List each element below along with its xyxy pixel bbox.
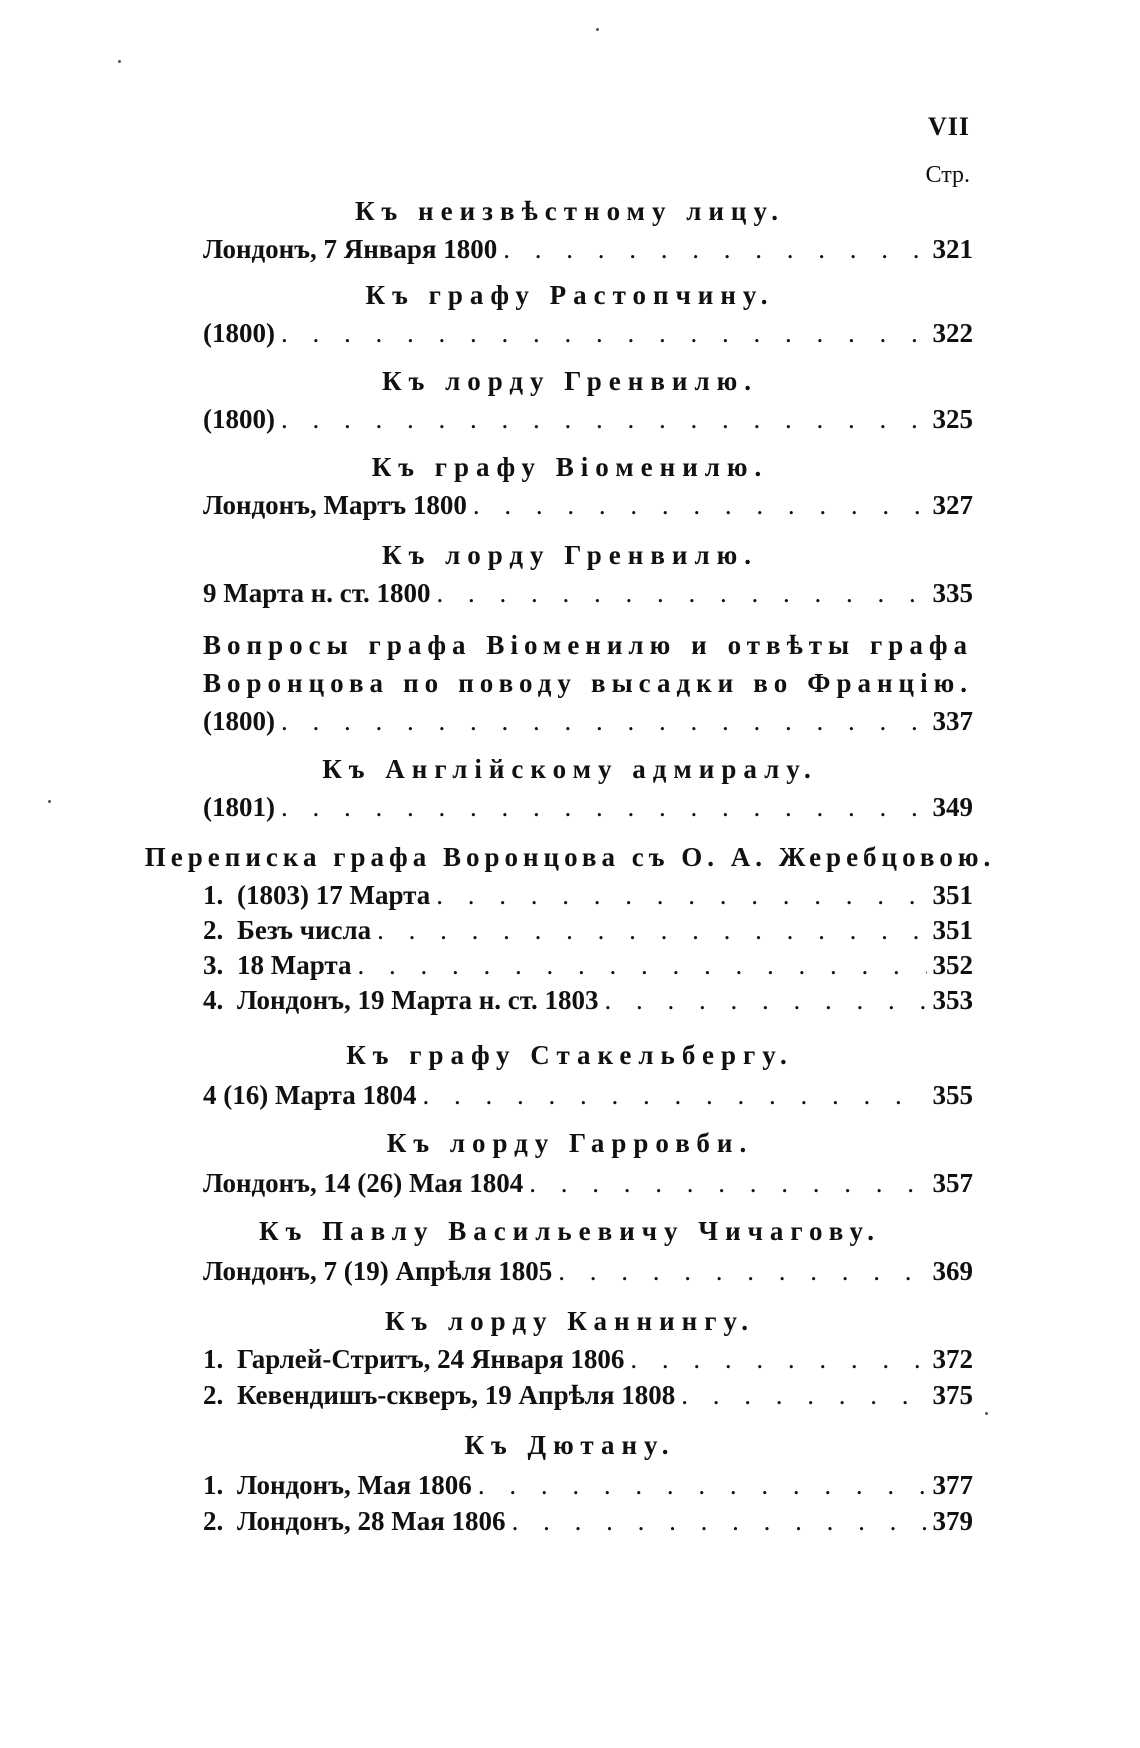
- entry-text: (1800): [203, 706, 275, 736]
- entry-text: Лондонъ, Мая 1806: [237, 1470, 472, 1500]
- leader-dots: [681, 1380, 926, 1411]
- leader-dots: [422, 1080, 926, 1111]
- entry-text: (1803) 17 Марта: [237, 880, 431, 910]
- leader-dots: [281, 706, 927, 737]
- entry-number: 2.: [203, 1506, 224, 1536]
- leader-dots: [503, 234, 926, 265]
- entry-text: Гарлей-Стритъ, 24 Января 1806: [237, 1344, 625, 1374]
- entry-text: (1800): [203, 318, 275, 348]
- paper-speck: [596, 28, 599, 31]
- leader-dots: [436, 880, 926, 911]
- toc-entry: [203, 915, 973, 951]
- entry-page: 355: [932, 1080, 973, 1110]
- toc-heading: Къ Павлу Васильевичу Чичагову.: [259, 1216, 881, 1246]
- entry-page: 369: [932, 1256, 973, 1286]
- entry-number: 2.: [203, 915, 224, 945]
- entry-page: 352: [932, 950, 973, 980]
- entry-page: 351: [932, 880, 973, 910]
- toc-heading: Къ лорду Гренвилю.: [382, 366, 758, 396]
- entry-page: 321: [932, 234, 973, 264]
- toc-heading: Къ лорду Гренвилю.: [382, 540, 758, 570]
- toc-entry: [203, 318, 973, 354]
- entry-text: (1801): [203, 792, 275, 822]
- entry-page: 327: [932, 490, 973, 520]
- leader-dots: [377, 915, 926, 946]
- toc-heading: Къ графу Віоменилю.: [371, 452, 769, 482]
- toc-entry: [203, 1470, 973, 1506]
- entry-number: 3.: [203, 950, 224, 980]
- entry-page: 377: [932, 1470, 973, 1500]
- entry-text: (1800): [203, 404, 275, 434]
- leader-dots: [358, 950, 927, 981]
- toc-paragraph-line: Вопросы графа Віоменилю и отвѣты графа: [203, 630, 973, 660]
- page-column-label: Стр.: [925, 162, 970, 188]
- entry-text: Лондонъ, 19 Марта н. ст. 1803: [237, 985, 599, 1015]
- leader-dots: [437, 578, 927, 609]
- entry-text: 18 Марта: [237, 950, 352, 980]
- page-number: VII: [927, 112, 970, 141]
- entry-text: Лондонъ, 7 (19) Апрѣля 1805: [203, 1256, 553, 1286]
- toc-heading: Къ неизвѣстному лицу.: [354, 196, 786, 226]
- paper-speck: [985, 1412, 988, 1415]
- entry-text: Лондонъ, Мартъ 1800: [203, 490, 467, 520]
- entry-text: 9 Марта н. ст. 1800: [203, 578, 431, 608]
- toc-entry: [203, 880, 973, 916]
- entry-number: 2.: [203, 1380, 224, 1410]
- leader-dots: [630, 1344, 926, 1375]
- toc-heading: Къ лорду Гарровби.: [386, 1128, 754, 1158]
- entry-page: 325: [932, 404, 973, 434]
- toc-paragraph-line: Воронцова по поводу высадки во Францію.: [203, 668, 973, 698]
- entry-text: Лондонъ, 28 Мая 1806: [237, 1506, 506, 1536]
- leader-dots: [604, 985, 926, 1016]
- toc-entry: [203, 985, 973, 1021]
- entry-number: 1.: [203, 1344, 224, 1374]
- toc-heading: Къ графу Стакельбергу.: [346, 1040, 794, 1070]
- entry-text: Безъ числа: [237, 915, 372, 945]
- entry-page: 335: [932, 578, 973, 608]
- leader-dots: [281, 318, 927, 349]
- leader-dots: [478, 1470, 927, 1501]
- paper-speck: [118, 60, 121, 63]
- entry-text: Лондонъ, 7 Января 1800: [203, 234, 498, 264]
- toc-entry: [203, 1506, 973, 1542]
- toc-entry: [203, 950, 973, 986]
- entry-page: 337: [932, 706, 973, 736]
- leader-dots: [529, 1168, 926, 1199]
- toc-heading: Переписка графа Воронцова съ О. А. Жеребцовою.: [144, 842, 996, 872]
- entry-text: 4 (16) Марта 1804: [203, 1080, 417, 1110]
- leader-dots: [512, 1506, 927, 1537]
- toc-heading: Къ Англійскому адмиралу.: [322, 754, 818, 784]
- entry-number: 1.: [203, 880, 224, 910]
- entry-number: 1.: [203, 1470, 224, 1500]
- entry-text: Кевендишъ-скверъ, 19 Апрѣля 1808: [237, 1380, 676, 1410]
- entry-text: Лондонъ, 14 (26) Мая 1804: [203, 1168, 524, 1198]
- paper-speck: [48, 800, 51, 803]
- leader-dots: [281, 792, 927, 823]
- entry-page: 353: [932, 985, 973, 1015]
- leader-dots: [558, 1256, 926, 1287]
- toc-entry: [203, 706, 973, 742]
- toc-entry: [203, 578, 973, 614]
- entry-page: 357: [932, 1168, 973, 1198]
- entry-page: 375: [932, 1380, 973, 1410]
- entry-page: 379: [932, 1506, 973, 1536]
- toc-heading: Къ графу Растопчину.: [365, 280, 775, 310]
- toc-heading: Къ Дютану.: [464, 1430, 676, 1460]
- entry-page: 322: [932, 318, 973, 348]
- toc-entry: [203, 1256, 973, 1292]
- entry-page: 372: [932, 1344, 973, 1374]
- toc-entry: [203, 1344, 973, 1380]
- toc-entry: [203, 234, 973, 270]
- entry-page: 349: [932, 792, 973, 822]
- toc-entry: [203, 1080, 973, 1116]
- entry-page: 351: [932, 915, 973, 945]
- entry-number: 4.: [203, 985, 224, 1015]
- toc-heading: Къ лорду Каннингу.: [384, 1306, 756, 1336]
- leader-dots: [473, 490, 927, 521]
- toc-entry: [203, 490, 973, 526]
- leader-dots: [281, 404, 927, 435]
- toc-entry: [203, 1380, 973, 1416]
- toc-entry: [203, 1168, 973, 1204]
- toc-entry: [203, 404, 973, 440]
- toc-entry: [203, 792, 973, 828]
